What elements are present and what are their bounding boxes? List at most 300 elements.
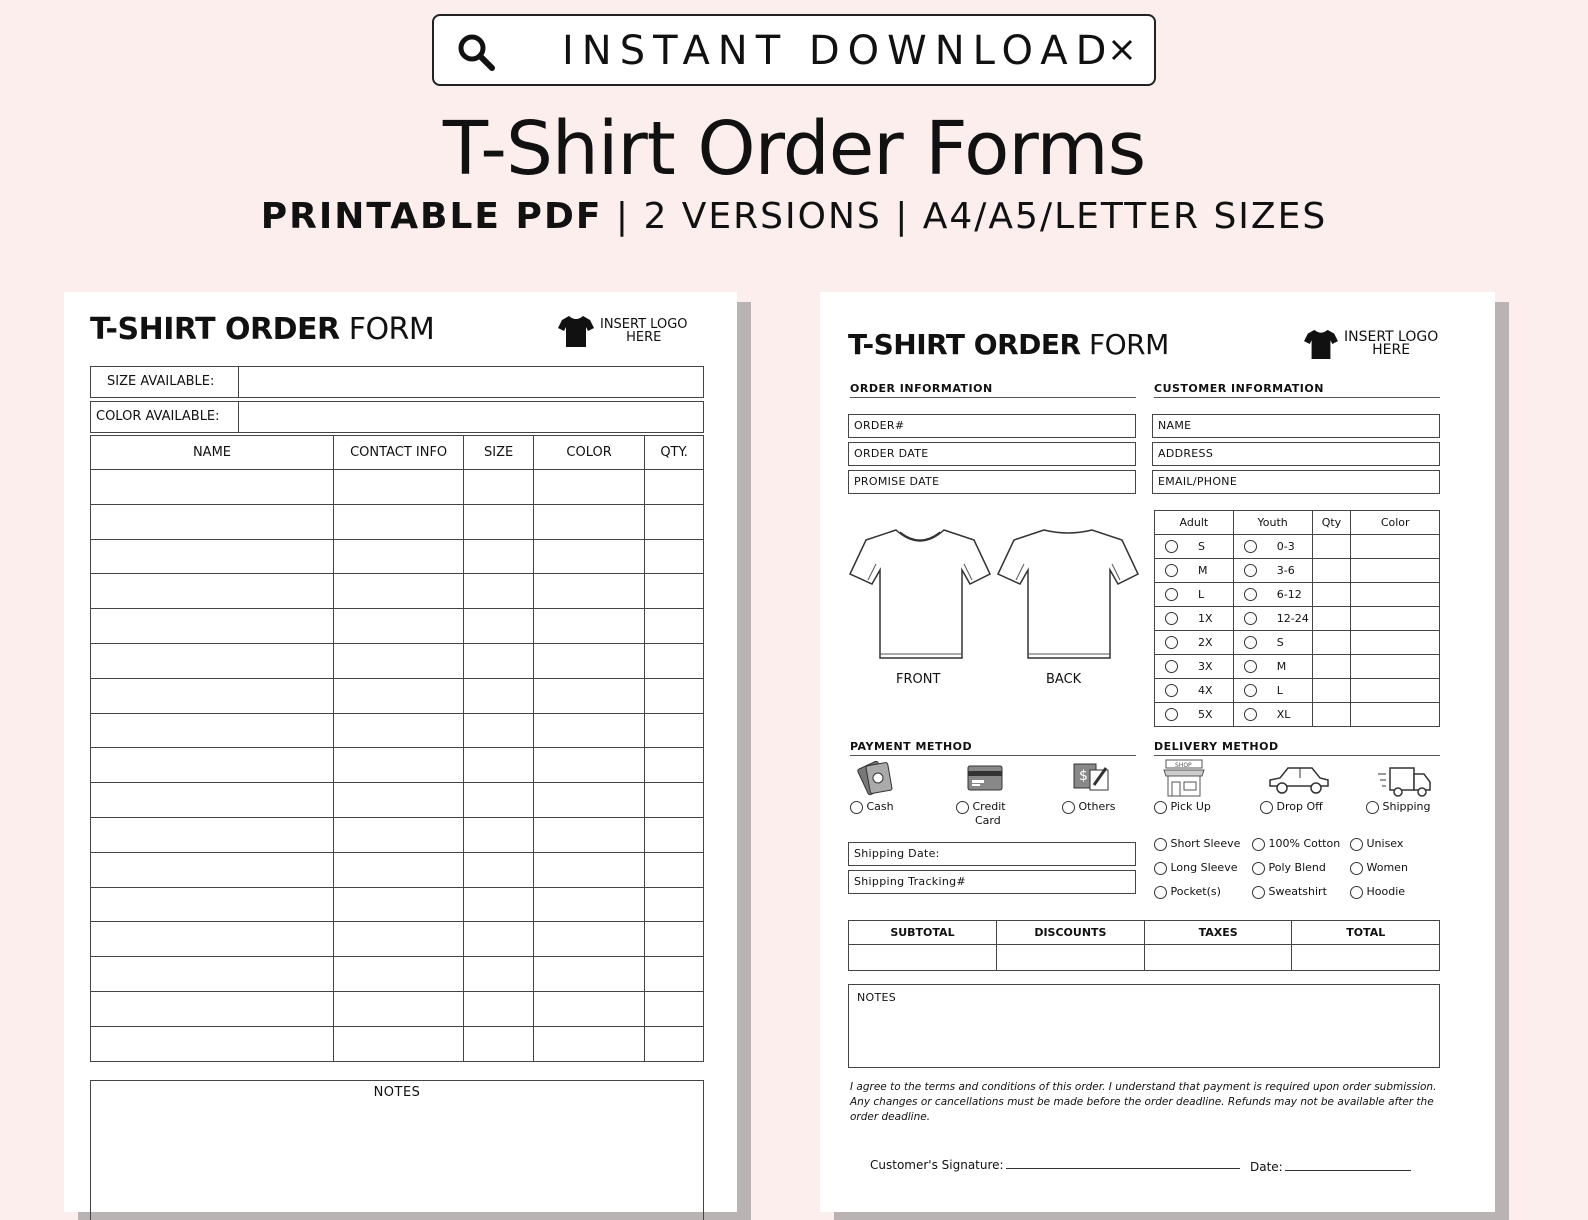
size-radio[interactable]	[1165, 684, 1178, 697]
column-header: NAME	[91, 436, 334, 470]
table-cell[interactable]	[645, 470, 704, 505]
table-cell[interactable]	[464, 748, 534, 783]
size-header: Qty	[1312, 511, 1351, 535]
size-label: 2X	[1198, 635, 1213, 649]
table-cell[interactable]	[333, 852, 463, 887]
size-radio[interactable]	[1244, 612, 1257, 625]
shipping-tracking-field[interactable]: Shipping Tracking#	[848, 870, 1136, 894]
search-icon	[456, 32, 496, 72]
front-label: FRONT	[896, 672, 941, 687]
customer-fields	[1152, 414, 1440, 498]
size-row	[1155, 679, 1440, 703]
table-cell[interactable]	[91, 539, 334, 574]
notes-box[interactable]	[848, 984, 1440, 1068]
size-row	[1155, 655, 1440, 679]
table-cell[interactable]	[533, 783, 644, 818]
shop-icon	[1162, 758, 1206, 798]
pickup-radio[interactable]	[1154, 801, 1167, 814]
style-label: Poly Blend	[1268, 861, 1326, 874]
dropoff-radio[interactable]	[1260, 801, 1273, 814]
table-cell[interactable]	[333, 574, 463, 609]
notes-label: NOTES	[857, 991, 897, 1004]
page-title: T-Shirt Order Forms	[442, 106, 1146, 192]
youth-size-option[interactable]	[1233, 631, 1312, 655]
size-available-label: SIZE AVAILABLE:	[90, 366, 239, 398]
table-row	[91, 678, 704, 713]
table-cell[interactable]	[533, 609, 644, 644]
others-payment-icon	[1072, 760, 1114, 794]
style-option[interactable]	[1252, 832, 1340, 856]
qty-cell[interactable]	[1312, 583, 1351, 607]
table-row	[91, 1026, 704, 1061]
table-cell[interactable]	[645, 887, 704, 922]
delivery-pickup[interactable]	[1154, 800, 1211, 814]
order-table	[90, 435, 704, 1062]
table-cell[interactable]	[464, 852, 534, 887]
table-cell[interactable]	[645, 748, 704, 783]
table-cell[interactable]	[645, 643, 704, 678]
size-radio[interactable]	[1244, 588, 1257, 601]
style-radio[interactable]	[1154, 862, 1167, 875]
table-cell[interactable]	[645, 609, 704, 644]
youth-size-option[interactable]	[1233, 679, 1312, 703]
payment-others[interactable]	[1062, 800, 1115, 814]
shipping-label: Shipping	[1382, 800, 1431, 813]
style-radio[interactable]	[1252, 838, 1265, 851]
size-radio[interactable]	[1244, 684, 1257, 697]
style-option[interactable]	[1154, 880, 1240, 904]
customer-info-field[interactable]: ADDRESS	[1152, 442, 1440, 466]
size-row	[1155, 535, 1440, 559]
table-cell[interactable]	[333, 643, 463, 678]
totals-header: SUBTOTAL	[849, 921, 997, 945]
style-option[interactable]	[1350, 880, 1408, 904]
size-radio[interactable]	[1165, 708, 1178, 721]
style-options-col-1	[1154, 832, 1240, 904]
size-radio[interactable]	[1244, 660, 1257, 673]
totals-cell[interactable]	[1144, 945, 1292, 971]
search-bar[interactable]	[432, 14, 1156, 86]
cash-label: Cash	[866, 800, 894, 813]
size-radio[interactable]	[1244, 564, 1257, 577]
table-cell[interactable]	[91, 852, 334, 887]
delivery-method-heading: DELIVERY METHOD	[1154, 740, 1440, 756]
table-row	[91, 852, 704, 887]
delivery-shipping[interactable]	[1366, 800, 1431, 814]
form-title-bold: T-SHIRT ORDER	[848, 328, 1081, 361]
table-cell[interactable]	[533, 817, 644, 852]
logo-placeholder	[1304, 328, 1438, 360]
table-row	[91, 574, 704, 609]
size-label: 3X	[1198, 659, 1213, 673]
size-row	[1155, 559, 1440, 583]
table-cell[interactable]	[645, 991, 704, 1026]
style-label: Long Sleeve	[1170, 861, 1238, 874]
size-radio[interactable]	[1165, 564, 1178, 577]
table-cell[interactable]	[533, 713, 644, 748]
table-row	[91, 713, 704, 748]
table-cell[interactable]	[533, 852, 644, 887]
youth-size-option[interactable]	[1233, 535, 1312, 559]
table-cell[interactable]	[533, 991, 644, 1026]
table-cell[interactable]	[533, 922, 644, 957]
totals-cell[interactable]	[849, 945, 997, 971]
table-cell[interactable]	[333, 609, 463, 644]
customer-info-field[interactable]: NAME	[1152, 414, 1440, 438]
table-cell[interactable]	[91, 783, 334, 818]
style-label: 100% Cotton	[1268, 837, 1341, 850]
style-label: Unisex	[1366, 837, 1404, 850]
youth-size-option[interactable]	[1233, 583, 1312, 607]
size-table	[1154, 510, 1440, 727]
style-option[interactable]	[1154, 856, 1240, 880]
table-cell[interactable]	[91, 470, 334, 505]
form-page-detailed	[820, 292, 1495, 1212]
credit-card-radio[interactable]	[956, 801, 969, 814]
size-label: 1X	[1198, 611, 1213, 625]
qty-cell[interactable]	[1312, 631, 1351, 655]
size-label: 12-24	[1276, 611, 1309, 625]
table-cell[interactable]	[645, 713, 704, 748]
size-row	[1155, 583, 1440, 607]
size-radio[interactable]	[1165, 636, 1178, 649]
totals-cell[interactable]	[996, 945, 1144, 971]
column-header: QTY.	[645, 436, 704, 470]
qty-cell[interactable]	[1312, 607, 1351, 631]
table-cell[interactable]	[333, 748, 463, 783]
table-cell[interactable]	[91, 991, 334, 1026]
color-cell[interactable]	[1351, 631, 1440, 655]
size-label: L	[1276, 683, 1283, 697]
youth-size-option[interactable]	[1233, 703, 1312, 727]
style-radio[interactable]	[1350, 886, 1363, 899]
adult-size-option[interactable]	[1155, 703, 1234, 727]
table-row	[91, 887, 704, 922]
table-row	[91, 991, 704, 1026]
table-cell[interactable]	[533, 470, 644, 505]
payment-cash[interactable]	[850, 800, 894, 814]
payment-method-heading: PAYMENT METHOD	[850, 740, 1136, 756]
delivery-truck-icon	[1376, 764, 1432, 798]
style-options-col-2	[1252, 832, 1340, 904]
size-row	[1155, 631, 1440, 655]
table-cell[interactable]	[533, 748, 644, 783]
svg-text:$: $	[1079, 768, 1088, 784]
subtitle-bold: PRINTABLE PDF	[260, 196, 603, 237]
qty-cell[interactable]	[1312, 655, 1351, 679]
logo-line-1: INSERT LOGO	[1344, 329, 1439, 345]
table-cell[interactable]	[91, 887, 334, 922]
shipping-date-field[interactable]: Shipping Date:	[848, 842, 1136, 866]
logo-text	[1344, 331, 1438, 357]
size-row	[1155, 703, 1440, 727]
signature-line[interactable]	[870, 1158, 1240, 1172]
table-cell[interactable]	[91, 748, 334, 783]
others-radio[interactable]	[1062, 801, 1075, 814]
table-row	[91, 957, 704, 992]
color-available-input[interactable]	[238, 401, 704, 433]
table-cell[interactable]	[533, 887, 644, 922]
table-cell[interactable]	[91, 504, 334, 539]
table-cell[interactable]	[333, 991, 463, 1026]
back-label: BACK	[1046, 672, 1082, 687]
totals-header: TOTAL	[1292, 921, 1440, 945]
size-label: S	[1276, 635, 1284, 649]
table-cell[interactable]	[645, 574, 704, 609]
qty-cell[interactable]	[1312, 679, 1351, 703]
table-cell[interactable]	[645, 504, 704, 539]
table-cell[interactable]	[333, 504, 463, 539]
table-cell[interactable]	[91, 643, 334, 678]
search-text: INSTANT DOWNLOAD	[562, 28, 1115, 74]
tshirt-icon	[558, 314, 594, 348]
table-cell[interactable]	[333, 887, 463, 922]
color-cell[interactable]	[1351, 679, 1440, 703]
logo-placeholder	[558, 314, 688, 348]
table-cell[interactable]	[533, 643, 644, 678]
logo-line-1: INSERT LOGO	[600, 317, 688, 332]
tshirt-front-diagram	[848, 524, 992, 664]
size-radio[interactable]	[1165, 540, 1178, 553]
adult-size-option[interactable]	[1155, 655, 1234, 679]
logo-text	[600, 318, 688, 344]
card-label: Card	[975, 813, 1001, 827]
table-cell[interactable]	[333, 922, 463, 957]
style-option[interactable]	[1252, 856, 1340, 880]
totals-table	[848, 920, 1440, 971]
table-cell[interactable]	[464, 957, 534, 992]
style-option[interactable]	[1350, 832, 1408, 856]
table-cell[interactable]	[333, 783, 463, 818]
color-cell[interactable]	[1351, 607, 1440, 631]
size-label: 0-3	[1276, 539, 1295, 553]
logo-line-2: HERE	[1372, 342, 1411, 358]
table-cell[interactable]	[333, 713, 463, 748]
table-row	[91, 539, 704, 574]
size-header: Adult	[1155, 511, 1234, 535]
column-header: SIZE	[464, 436, 534, 470]
form-title-rest: FORM	[339, 312, 435, 347]
order-info-field[interactable]: PROMISE DATE	[848, 470, 1136, 494]
size-radio[interactable]	[1165, 588, 1178, 601]
table-cell[interactable]	[333, 1026, 463, 1061]
adult-size-option[interactable]	[1155, 607, 1234, 631]
youth-size-option[interactable]	[1233, 559, 1312, 583]
style-option[interactable]	[1154, 832, 1240, 856]
table-cell[interactable]	[645, 957, 704, 992]
others-label: Others	[1078, 800, 1116, 813]
size-label: S	[1198, 539, 1205, 553]
table-cell[interactable]	[464, 574, 534, 609]
adult-size-option[interactable]	[1155, 679, 1234, 703]
tshirt-back-diagram	[996, 524, 1140, 664]
style-option[interactable]	[1350, 856, 1408, 880]
youth-size-option[interactable]	[1233, 655, 1312, 679]
table-cell[interactable]	[645, 539, 704, 574]
table-cell[interactable]	[464, 643, 534, 678]
adult-size-option[interactable]	[1155, 583, 1234, 607]
table-cell[interactable]	[333, 470, 463, 505]
table-cell[interactable]	[533, 1026, 644, 1061]
style-radio[interactable]	[1154, 886, 1167, 899]
totals-header: DISCOUNTS	[996, 921, 1144, 945]
table-cell[interactable]	[91, 678, 334, 713]
table-cell[interactable]	[645, 678, 704, 713]
size-header: Color	[1351, 511, 1440, 535]
table-cell[interactable]	[533, 504, 644, 539]
pickup-label: Pick Up	[1170, 800, 1211, 813]
table-cell[interactable]	[464, 713, 534, 748]
size-radio[interactable]	[1244, 636, 1257, 649]
signature-label: Customer's Signature:	[870, 1158, 1004, 1172]
form-page-simple	[64, 292, 737, 1212]
table-cell[interactable]	[91, 922, 334, 957]
size-label: 5X	[1198, 707, 1213, 721]
qty-cell[interactable]	[1312, 535, 1351, 559]
form-title	[848, 328, 1169, 361]
size-label: 6-12	[1276, 587, 1302, 601]
order-fields	[848, 414, 1136, 498]
cash-icon	[856, 760, 896, 796]
table-cell[interactable]	[91, 957, 334, 992]
totals-header: TAXES	[1144, 921, 1292, 945]
color-cell[interactable]	[1351, 559, 1440, 583]
table-cell[interactable]	[464, 783, 534, 818]
totals-cell[interactable]	[1292, 945, 1440, 971]
table-cell[interactable]	[91, 574, 334, 609]
table-cell[interactable]	[533, 957, 644, 992]
table-cell[interactable]	[464, 539, 534, 574]
size-radio[interactable]	[1165, 660, 1178, 673]
size-available-input[interactable]	[238, 366, 704, 398]
table-row	[91, 817, 704, 852]
size-label: M	[1198, 563, 1208, 577]
column-header: COLOR	[533, 436, 644, 470]
style-option[interactable]	[1252, 880, 1340, 904]
size-label: 3-6	[1276, 563, 1295, 577]
style-radio[interactable]	[1252, 862, 1265, 875]
table-cell[interactable]	[333, 678, 463, 713]
table-cell[interactable]	[464, 504, 534, 539]
subtitle-rest: | 2 VERSIONS | A4/A5/LETTER SIZES	[602, 196, 1328, 237]
date-label: Date:	[1250, 1160, 1283, 1174]
delivery-dropoff[interactable]	[1260, 800, 1323, 814]
size-radio[interactable]	[1244, 540, 1257, 553]
table-cell[interactable]	[645, 817, 704, 852]
size-radio[interactable]	[1244, 708, 1257, 721]
tshirt-icon	[1304, 328, 1338, 360]
table-row	[91, 504, 704, 539]
table-cell[interactable]	[91, 817, 334, 852]
color-cell[interactable]	[1351, 655, 1440, 679]
table-cell[interactable]	[533, 539, 644, 574]
table-cell[interactable]	[464, 1026, 534, 1061]
table-cell[interactable]	[91, 1026, 334, 1061]
table-cell[interactable]	[464, 470, 534, 505]
style-label: Sweatshirt	[1268, 885, 1327, 898]
style-options-col-3	[1350, 832, 1408, 904]
table-cell[interactable]	[533, 574, 644, 609]
table-cell[interactable]	[464, 817, 534, 852]
size-label: XL	[1276, 707, 1291, 721]
order-info-heading: ORDER INFORMATION	[850, 382, 1136, 398]
table-cell[interactable]	[91, 609, 334, 644]
table-cell[interactable]	[533, 678, 644, 713]
style-radio[interactable]	[1252, 886, 1265, 899]
notes-box[interactable]	[90, 1080, 704, 1220]
adult-size-option[interactable]	[1155, 535, 1234, 559]
shipping-radio[interactable]	[1366, 801, 1379, 814]
table-row	[91, 643, 704, 678]
table-cell[interactable]	[464, 887, 534, 922]
form-title-bold: T-SHIRT ORDER	[90, 312, 340, 347]
table-cell[interactable]	[464, 609, 534, 644]
page-subtitle	[0, 196, 1588, 237]
order-info-field[interactable]: ORDER#	[848, 414, 1136, 438]
table-cell[interactable]	[645, 852, 704, 887]
style-radio[interactable]	[1350, 862, 1363, 875]
cash-radio[interactable]	[850, 801, 863, 814]
style-radio[interactable]	[1350, 838, 1363, 851]
close-icon[interactable]	[1106, 34, 1138, 66]
table-row	[91, 470, 704, 505]
color-cell[interactable]	[1351, 583, 1440, 607]
customer-info-heading: CUSTOMER INFORMATION	[1154, 382, 1440, 398]
style-label: Women	[1366, 861, 1408, 874]
style-label: Short Sleeve	[1170, 837, 1241, 850]
adult-size-option[interactable]	[1155, 559, 1234, 583]
table-cell[interactable]	[464, 922, 534, 957]
size-label: L	[1198, 587, 1205, 601]
table-cell[interactable]	[333, 539, 463, 574]
credit-label: Credit	[972, 800, 1006, 813]
table-row	[91, 609, 704, 644]
table-cell[interactable]	[91, 713, 334, 748]
car-icon	[1266, 764, 1332, 796]
color-cell[interactable]	[1351, 535, 1440, 559]
notes-label: NOTES	[373, 1085, 421, 1100]
date-line[interactable]	[1250, 1160, 1411, 1174]
table-row	[91, 922, 704, 957]
table-cell[interactable]	[645, 783, 704, 818]
form-title-rest: FORM	[1080, 328, 1169, 361]
style-label: Pocket(s)	[1170, 885, 1221, 898]
table-cell[interactable]	[333, 957, 463, 992]
shop-sign-text: SHOP	[1175, 762, 1192, 769]
table-cell[interactable]	[333, 817, 463, 852]
size-row	[1155, 607, 1440, 631]
qty-cell[interactable]	[1312, 703, 1351, 727]
table-cell[interactable]	[464, 678, 534, 713]
style-radio[interactable]	[1154, 838, 1167, 851]
payment-credit-card[interactable]	[956, 800, 1006, 827]
table-cell[interactable]	[645, 1026, 704, 1061]
qty-cell[interactable]	[1312, 559, 1351, 583]
terms-text: I agree to the terms and conditions of this order. I understand that payment is required upon order submission. Any changes or cancellations must be made before the order deadline. Refunds may not be available after the order deadline.	[850, 1081, 1437, 1123]
table-cell[interactable]	[464, 991, 534, 1026]
table-row	[91, 748, 704, 783]
adult-size-option[interactable]	[1155, 631, 1234, 655]
color-cell[interactable]	[1351, 703, 1440, 727]
size-radio[interactable]	[1165, 612, 1178, 625]
form-title	[90, 312, 434, 347]
size-label: M	[1276, 659, 1287, 673]
customer-info-field[interactable]: EMAIL/PHONE	[1152, 470, 1440, 494]
table-row	[91, 783, 704, 818]
table-cell[interactable]	[645, 922, 704, 957]
youth-size-option[interactable]	[1233, 607, 1312, 631]
order-info-field[interactable]: ORDER DATE	[848, 442, 1136, 466]
